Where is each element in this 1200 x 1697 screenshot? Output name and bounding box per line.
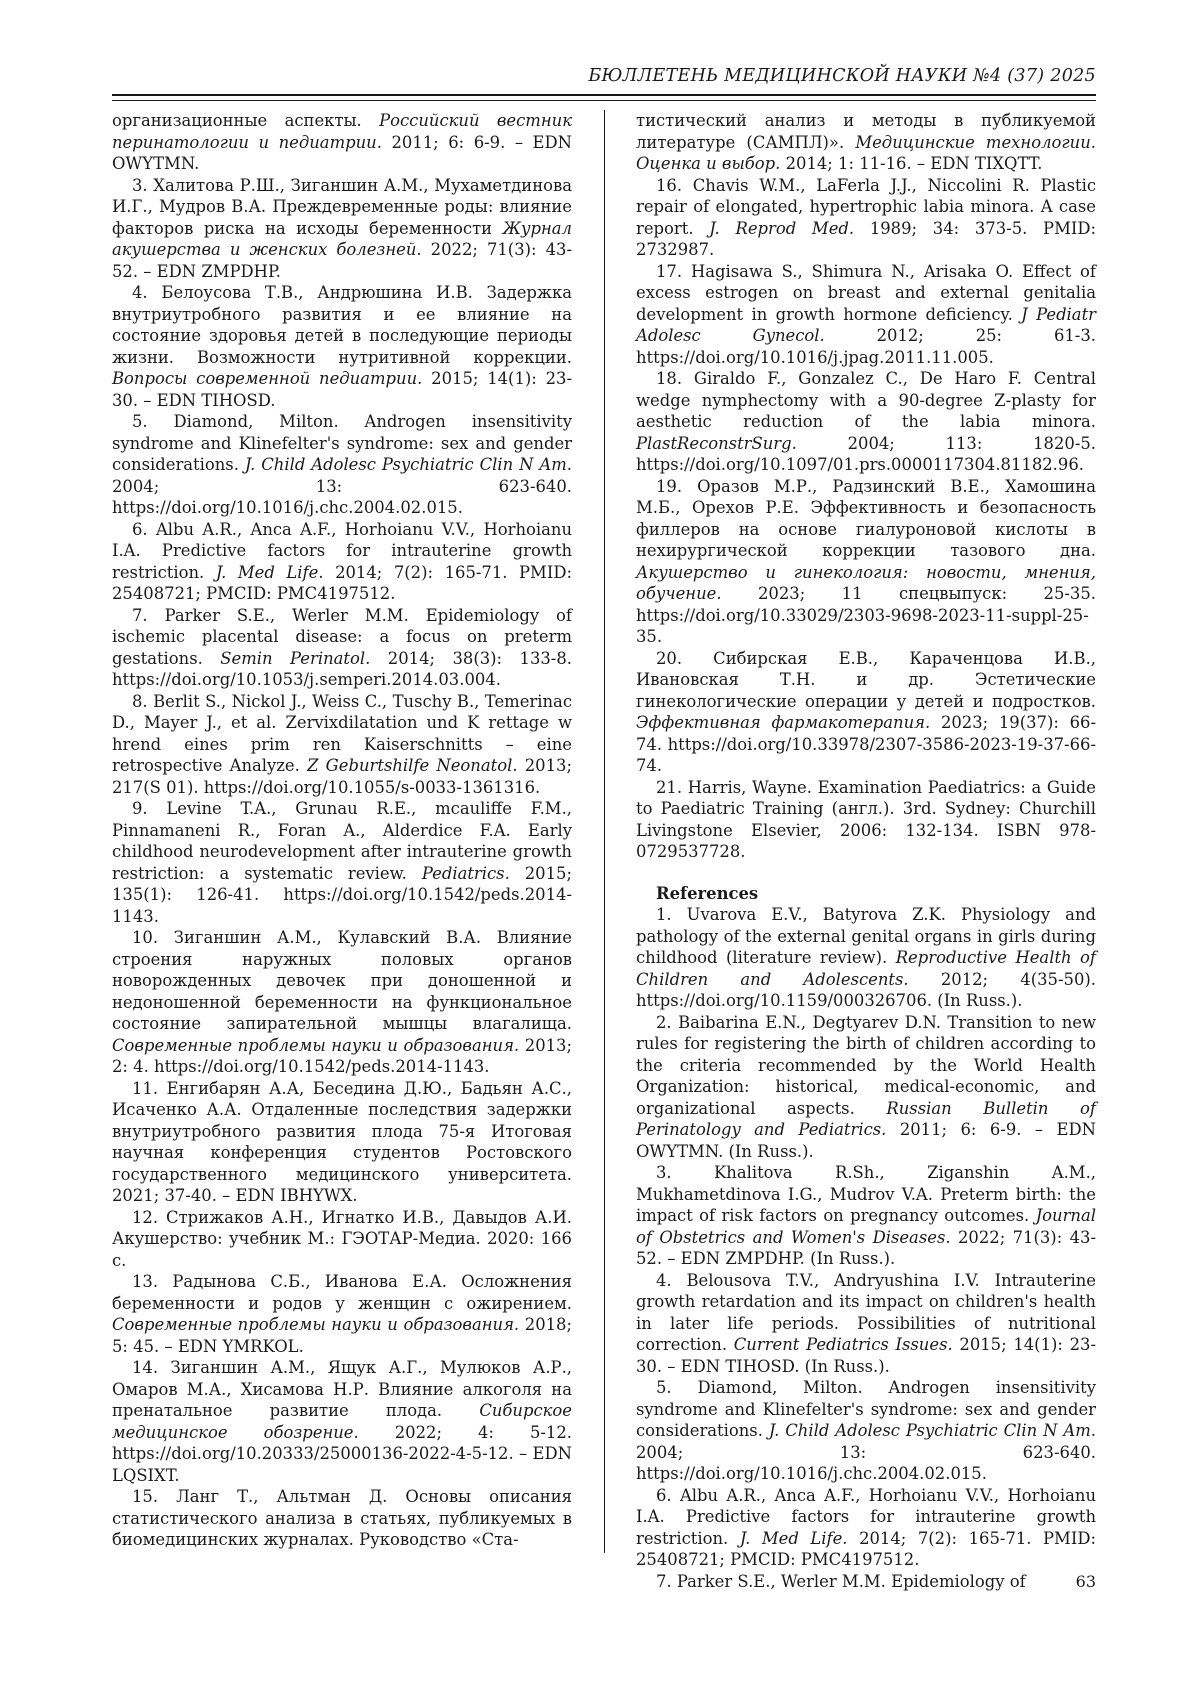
reference-entry: 8. Berlit S., Nickol J., Weiss C., Tuschy B., Temerinac D., Mayer J., et al. Zervixdilatation und K rettage w hrend eines prim ren Kaiserschnitts – eine retrospective Analyze. Z Geburtshilfe Neonatol. 2013; 217(S 01). https://doi.org/10.1055/s-0033-1361316. bbox=[112, 691, 572, 797]
reference-entry: организационные аспекты. Российский вестник перинатологии и педиатрии. 2011; 6: 6-9. – EDN OWYTMN. bbox=[112, 111, 573, 173]
reference-entry: 18. Giraldo F., Gonzalez C., De Haro F. Central wedge nymphectomy with a 90-degree Z-plasty for aesthetic reduction of the labia minora. PlastReconstrSurg. 2004; 113: 1820-5. https://doi.org/10.1097/01.prs.0000117304.81182.96. bbox=[636, 369, 1096, 474]
right-column bbox=[636, 110, 1096, 1592]
reference-entry: 7. Parker S.E., Werler M.M. Epidemiology of ischemic placental disease: a focus on preterm gestations. Semin Perinatol. 2014; 38(3): 133-8. https://doi.org/10.1053/j.semperi.2014.03.004. bbox=[112, 605, 572, 689]
reference-entry: 3. Халитова Р.Ш., Зиганшин А.М., Мухаметдинова И.Г., Мудров В.А. Преждевременные роды: влияние факторов риска на исходы беременности Журнал акушерства и женских болезней. 2022; 71(3): 43-52. – EDN ZMPDHP. bbox=[112, 175, 572, 281]
reference-entry: 3. Khalitova R.Sh., Ziganshin A.M., Mukhametdinova I.G., Mudrov V.A. Preterm birth: the impact of risk factors on pregnancy outcomes. Journal of Obstetrics and Women's Diseases. 2022; 71(3): 43-52. – EDN ZMPDHP. (In Russ.). bbox=[636, 1163, 1097, 1268]
reference-entry: 6. Albu A.R., Anca A.F., Horhoianu V.V., Horhoianu I.A. Predictive factors for intrauterine growth restriction. J. Med Life. 2014; 7(2): 165-71. PMID: 25408721; PMCID: PMC4197512. bbox=[112, 519, 572, 603]
reference-entry: 11. Енгибарян А.А, Беседина Д.Ю., Бадьян А.С., Исаченко А.А. Отдаленные последствия задержки внутриутробного развития плода 75-я Итоговая научная конференция студентов Ростовского государственного медицинского университета. 2021; 37-40. – EDN IBHYWX. bbox=[112, 1078, 572, 1205]
reference-entry: 1. Uvarova E.V., Batyrova Z.K. Physiology and pathology of the external genital organs in girls during childhood (literature review). Reproductive Health of Children and Adolescents. 2012; 4(35-50). https://doi.org/10.1159/000326706. (In Russ.). bbox=[636, 905, 1096, 1010]
reference-entry: 19. Оразов М.Р., Радзинский В.Е., Хамошина М.Б., Орехов Р.Е. Эффективность и безопасность филлеров на основе гиалуроновой кислоты в нехирургической коррекции тазового дна. Акушерство и гинекология: новости, мнения, обучение. 2023; 11 спецвыпуск: 25-35. https://doi.org/10.33029/2303-9698-2023-11-suppl-25-35. bbox=[636, 476, 1096, 646]
reference-entry: 4. Белоусова Т.В., Андрюшина И.В. Задержка внутриутробного развития и ее влияние на состояние здоровья детей в последующие периоды жизни. Возможности нутритивной коррекции. Вопросы современной педиатрии. 2015; 14(1): 23-30. – EDN TIHOSD. bbox=[112, 283, 572, 410]
reference-entry: 5. Diamond, Milton. Androgen insensitivity syndrome and Klinefelter's syndrome: sex and gender considerations. J. Child Adolesc Psychiatric Clin N Am. 2004; 13: 623-640. https://doi.org/10.1016/j.chc.2004.02.015. bbox=[636, 1378, 1096, 1483]
reference-entry: 6. Albu A.R., Anca A.F., Horhoianu V.V., Horhoianu I.A. Predictive factors for intrauterine growth restriction. J. Med Life. 2014; 7(2): 165-71. PMID: 25408721; PMCID: PMC4197512. bbox=[636, 1485, 1096, 1569]
left-column bbox=[112, 110, 572, 1551]
reference-entry: 20. Сибирская Е.В., Караченцова И.В., Ивановская Т.Н. и др. Эстетические гинекологические операции у детей и подростков. Эффективная фармакотерапия. 2023; 19(37): 66-74. https://doi.org/10.33978/2307-3586-2023-19-37-66-74. bbox=[636, 648, 1096, 775]
reference-entry: 4. Belousova T.V., Andryushina I.V. Intrauterine growth retardation and its impact on children's health in later life periods. Possibilities of nutritional correction. Current Pediatrics Issues. 2015; 14(1): 23-30. – EDN TIHOSD. (In Russ.). bbox=[636, 1270, 1097, 1376]
column-divider bbox=[604, 110, 605, 1553]
reference-entry: 7. Parker S.E., Werler M.M. Epidemiology of bbox=[656, 1571, 1026, 1591]
reference-entry: 2. Baibarina E.N., Degtyarev D.N. Transition to new rules for registering the birth of children according to the criteria recommended by the World Health Organization: historical, medical-economic, and organizational aspects. Russian Bulletin of Perinatology and Pediatrics. 2011; 6: 6-9. – EDN OWYTMN. (In Russ.). bbox=[636, 1012, 1096, 1161]
reference-entry: 5. Diamond, Milton. Androgen insensitivity syndrome and Klinefelter's syndrome: sex and gender considerations. J. Child Adolesc Psychiatric Clin N Am. 2004; 13: 623-640. https://doi.org/10.1016/j.chc.2004.02.015. bbox=[112, 412, 572, 517]
reference-entry: 14. Зиганшин А.М., Ящук А.Г., Мулюков А.Р., Омаров М.А., Хисамова Н.Р. Влияние алкоголя на пренатальное развитие плода. Сибирское медицинское обозрение. 2022; 4: 5-12. https://doi.org/10.20333/25000136-2022-4-5-12. – EDN LQSIXT. bbox=[112, 1358, 572, 1485]
references-heading: References bbox=[656, 883, 759, 903]
reference-entry: 17. Hagisawa S., Shimura N., Arisaka O. Effect of excess estrogen on breast and external genitalia development in growth hormone deficiency. J Pediatr Adolesc Gynecol. 2012; 25: 61-3. https://doi.org/10.1016/j.jpag.2011.11.005. bbox=[636, 261, 1096, 367]
reference-entry: 13. Радынова С.Б., Иванова Е.А. Осложнения беременности и родов у женщин с ожирением. Современные проблемы науки и образования. 2018; 5: 45. – EDN YMRKOL. bbox=[112, 1272, 572, 1356]
header-rule-thick bbox=[112, 94, 1096, 96]
reference-entry: 16. Chavis W.M., LaFerla J.J., Niccolini R. Plastic repair of elongated, hypertrophic labia minora. A case report. J. Reprod Med. 1989; 34: 373-5. PMID: 2732987. bbox=[636, 175, 1096, 259]
reference-entry: 9. Levine T.A., Grunau R.E., mcauliffe F.M., Pinnamaneni R., Foran A., Alderdice F.A. Early childhood neurodevelopment after intrauterine growth restriction: a systematic review. Pediatrics. 2015; 135(1): 126-41. https://doi.org/10.1542/peds.2014-1143. bbox=[112, 799, 572, 926]
page-number: 63 bbox=[1075, 1572, 1096, 1591]
reference-entry: тистический анализ и методы в публикуемой литературе (САМПЛ)». Медицинские технологии. Оценка и выбор. 2014; 1: 11-16. – EDN TIXQTT. bbox=[636, 111, 1096, 173]
reference-entry: 10. Зиганшин А.М., Кулавский В.А. Влияние строения наружных половых органов новорожденных девочек при доношенной и недоношенной беременности на функциональное состояние запирательной мышцы влагалища. Современные проблемы науки и образования. 2013; 2: 4. https://doi.org/10.1542/peds.2014-1143. bbox=[112, 928, 572, 1076]
reference-entry: 15. Ланг Т., Альтман Д. Основы описания статистического анализа в статьях, публикуемых в биомедицинских журналах. Руководство «Ста- bbox=[112, 1487, 572, 1549]
journal-header: БЮЛЛЕТЕНЬ МЕДИЦИНСКОЙ НАУКИ №4 (37) 2025 bbox=[588, 66, 1096, 86]
reference-entry: 21. Harris, Wayne. Examination Paediatrics: a Guide to Paediatric Training (англ.). 3rd. Sydney: Churchill Livingstone Elsevier, 2006: 132-134. ISBN 978-0729537728. bbox=[636, 777, 1096, 861]
header-rule-thin bbox=[112, 100, 1096, 101]
reference-entry: 12. Стрижаков А.Н., Игнатко И.В., Давыдов А.И. Акушерство: учебник М.: ГЭОТАР-Медиа. 2020: 166 с. bbox=[112, 1207, 572, 1270]
